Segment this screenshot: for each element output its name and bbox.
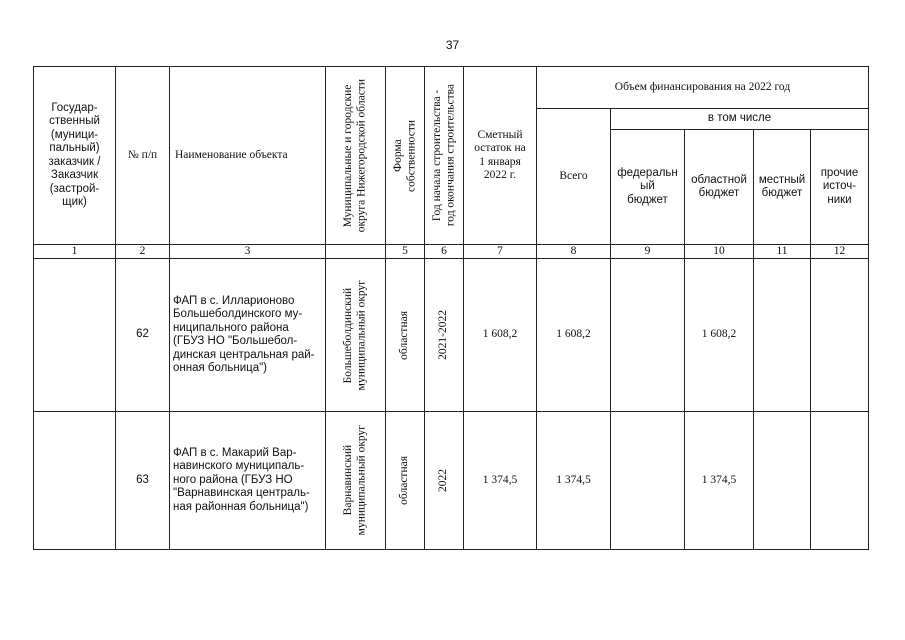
header-financing: Объем финансирования на 2022 год (614, 80, 791, 93)
header-ownership: Форма собственности (391, 119, 417, 192)
header-total: Всего (559, 169, 588, 182)
balance: 1 374,5 (482, 473, 518, 486)
col-number: 12 (833, 244, 846, 257)
header-regional: областной бюджет (691, 173, 747, 199)
header-object-name: Наименование объекта (175, 148, 288, 161)
col-number: 9 (644, 244, 651, 257)
col-number: 7 (497, 244, 503, 257)
years: 2022 (437, 469, 450, 492)
ownership: областная (398, 310, 411, 360)
years: 2021-2022 (437, 310, 450, 360)
col-number: 3 (244, 244, 251, 257)
total: 1 374,5 (556, 473, 591, 486)
col-number: 5 (402, 244, 408, 257)
col-number: 6 (441, 244, 447, 257)
district: Варнавинский муниципальный округ (342, 425, 368, 536)
balance: 1 608,2 (482, 328, 518, 341)
ownership: областная (398, 456, 411, 505)
header-customer: Государ- ственный (муници- пальный) заказчик / Заказчик (застрой- щик) (48, 101, 101, 208)
col-number: 2 (139, 244, 146, 257)
header-number: № п/п (127, 148, 158, 161)
district: Большеболдинский муниципальный округ (342, 279, 368, 391)
header-other: прочие источ- ники (820, 166, 859, 206)
row-number: 63 (136, 473, 149, 486)
row-number: 62 (136, 328, 149, 341)
regional-budget: 1 374,5 (701, 473, 737, 486)
col-number: 10 (713, 244, 725, 257)
col-number: 8 (570, 244, 577, 257)
page-number: 37 (445, 38, 460, 52)
object-name: ФАП в с. Илларионово Большеболдинского му- ниципального района (ГБУЗ НО "Большебол- динская центральная рай- онная больница") (173, 294, 315, 374)
total: 1 608,2 (556, 328, 591, 341)
header-local: местный бюджет (758, 173, 806, 199)
regional-budget: 1 608,2 (701, 328, 737, 341)
object-name: ФАП в с. Макарий Вар- навинского муниципаль- ного района (ГБУЗ НО "Варнавинская централь- ная районная больница") (173, 446, 310, 513)
header-federal: федеральн ый бюджет (617, 166, 678, 206)
header-years: Год начала строительства - год окончания строительства (430, 84, 456, 227)
col-number: 1 (71, 244, 78, 257)
header-balance: Сметный остаток на 1 января 2022 г. (474, 128, 526, 181)
header-district: Муниципальные и городские округа Нижегородской области (342, 78, 368, 233)
header-including: в том числе (707, 112, 772, 125)
col-number: 11 (776, 244, 788, 257)
financing-table (33, 66, 869, 550)
